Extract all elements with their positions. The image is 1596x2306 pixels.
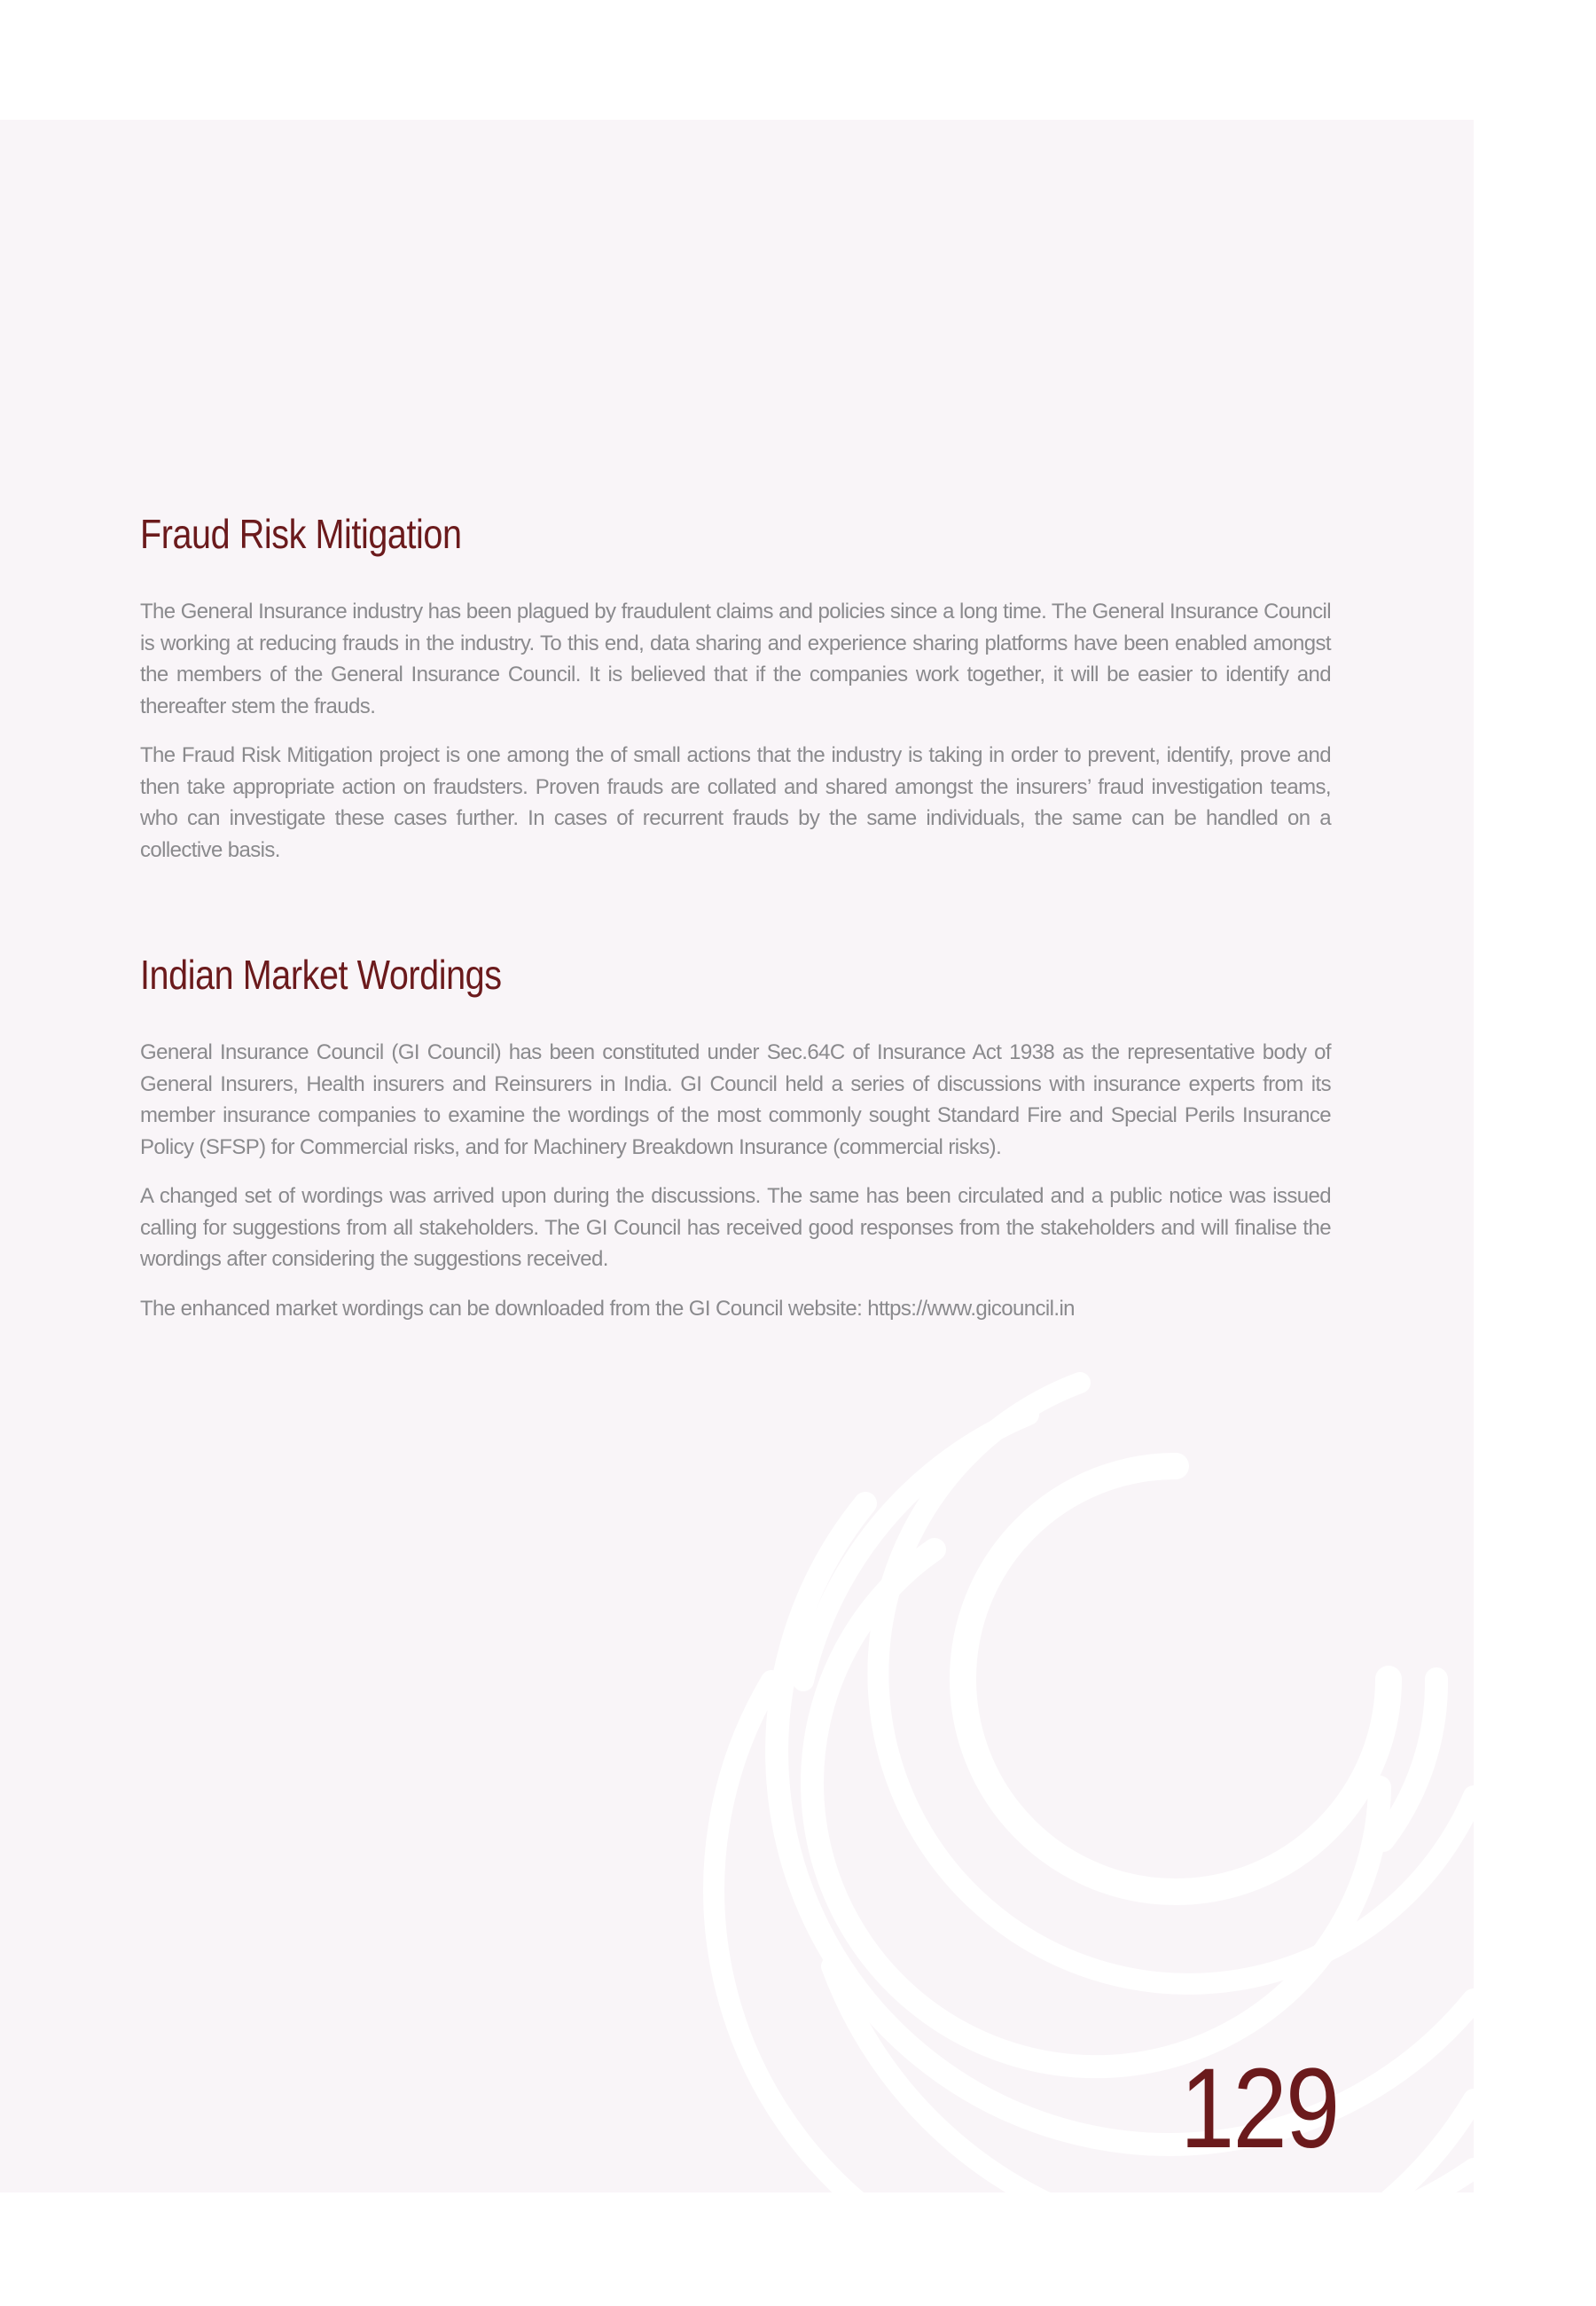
section-heading: Indian Market Wordings bbox=[140, 952, 502, 999]
page-number: 129 bbox=[1180, 2045, 1339, 2172]
paragraph: General Insurance Council (GI Council) has been constituted under Sec.64C of Insurance Act 1938 as the representative body of General Insurers, Health insurers and Reinsurers in India. GI Council held a series of discussions with insurance experts from its member insurance companies to examine the wordings of the most commonly sought Standard Fire and Special Perils Insurance Policy (SFSP) for Commercial risks, and for Machinery Breakdown Insurance (commercial risks). bbox=[140, 1040, 1331, 1159]
section-fraud-risk-mitigation bbox=[140, 510, 1331, 866]
paragraph: The General Insurance industry has been plagued by fraudulent claims and policies since a long time. The General Insurance Council is working at reducing frauds in the industry. To this end, data sharing and experience sharing platforms have been enabled amongst the members of the General Insurance Council. It is believed that if the companies work together, it will be easier to identify and thereafter stem the frauds. bbox=[140, 600, 1331, 718]
paragraph: The Fraud Risk Mitigation project is one among the of small actions that the industry is taking in order to prevent, identify, prove and then take appropriate action on fraudsters. Proven frauds are collated and shared amongst the insurers’ fraud investigation teams, who can investigate these cases further. In cases of recurrent frauds by the same individuals, the same can be handled on a collective basis. bbox=[140, 743, 1331, 862]
arc-1 bbox=[963, 1466, 1389, 1892]
section-indian-market-wordings bbox=[140, 951, 1331, 1324]
section-heading: Fraud Risk Mitigation bbox=[140, 511, 462, 557]
content-column bbox=[140, 510, 1331, 1342]
page-panel bbox=[0, 120, 1474, 2192]
website-link-paragraph: The enhanced market wordings can be downloaded from the GI Council website: https://www.gicouncil.in bbox=[140, 1296, 1075, 1321]
paragraph: A changed set of wordings was arrived upon during the discussions. The same has been circulated and a public notice was issued calling for suggestions from all stakeholders. The GI Council has received good responses from the stakeholders and will finalise the wordings after considering the suggestions received. bbox=[140, 1184, 1331, 1272]
